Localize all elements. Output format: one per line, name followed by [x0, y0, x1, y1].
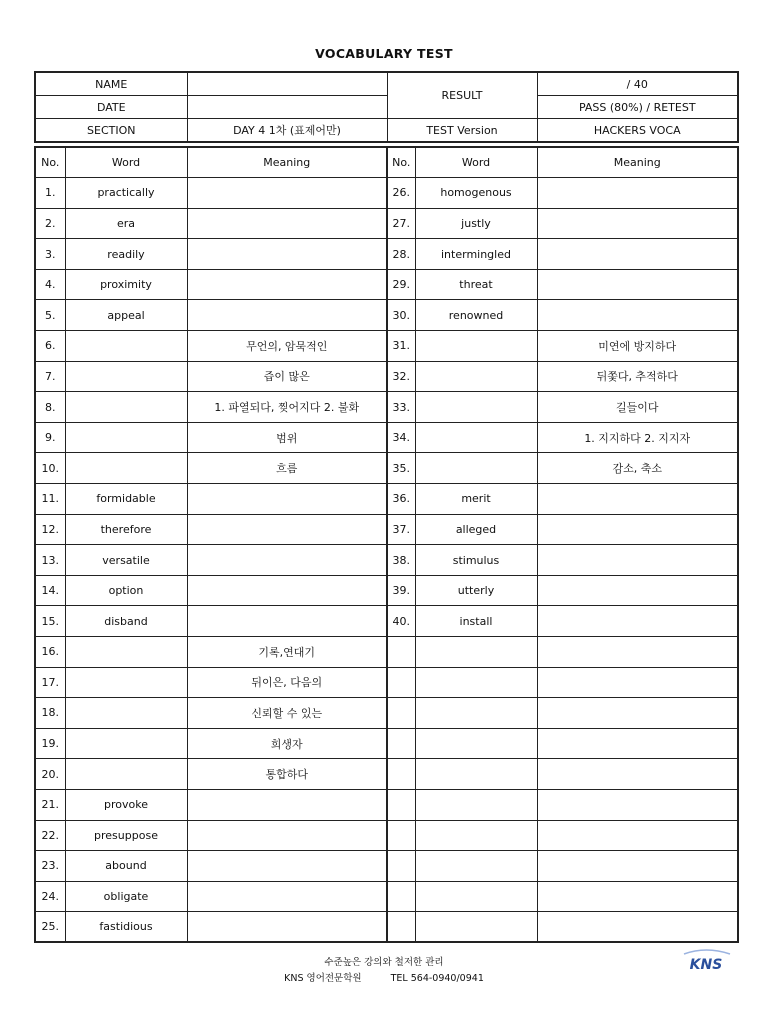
word-cell[interactable] [415, 851, 537, 882]
meaning-cell[interactable] [187, 208, 387, 239]
word-cell[interactable] [65, 667, 187, 698]
word-cell[interactable] [415, 759, 537, 790]
meaning-cell[interactable]: 즙이 많은 [187, 361, 387, 392]
meaning-cell[interactable] [537, 178, 738, 209]
table-row [35, 637, 738, 668]
word-cell[interactable]: intermingled [415, 239, 537, 270]
word-cell[interactable] [415, 789, 537, 820]
word-cell[interactable] [65, 392, 187, 423]
word-cell[interactable]: option [65, 575, 187, 606]
word-number [387, 759, 415, 790]
word-number: 37. [387, 514, 415, 545]
test-title: VOCABULARY TEST [315, 46, 453, 61]
word-number: 6. [35, 331, 65, 362]
column-word: Word [415, 147, 537, 178]
word-number: 38. [387, 545, 415, 576]
word-cell[interactable]: homogenous [415, 178, 537, 209]
meaning-cell[interactable] [187, 484, 387, 515]
word-cell[interactable]: practically [65, 178, 187, 209]
meaning-cell[interactable]: 무언의, 암묵적인 [187, 331, 387, 362]
meaning-cell[interactable] [537, 820, 738, 851]
word-cell[interactable]: merit [415, 484, 537, 515]
word-number: 18. [35, 698, 65, 729]
word-cell[interactable]: provoke [65, 789, 187, 820]
table-row [35, 545, 738, 576]
table-row [35, 392, 738, 423]
word-number [387, 881, 415, 912]
meaning-cell[interactable] [537, 239, 738, 270]
meaning-cell[interactable]: 범위 [187, 422, 387, 453]
meaning-cell[interactable] [537, 637, 738, 668]
date-label: DATE [35, 96, 187, 119]
word-number: 40. [387, 606, 415, 637]
meaning-cell[interactable] [537, 698, 738, 729]
table-row [35, 575, 738, 606]
word-number: 29. [387, 269, 415, 300]
word-number: 34. [387, 422, 415, 453]
meaning-cell[interactable] [187, 789, 387, 820]
word-number: 33. [387, 392, 415, 423]
word-cell[interactable]: proximity [65, 269, 187, 300]
vocabulary-table [34, 146, 739, 943]
word-cell[interactable]: appeal [65, 300, 187, 331]
word-number: 5. [35, 300, 65, 331]
meaning-cell[interactable] [187, 239, 387, 270]
table-row [35, 178, 738, 209]
word-cell[interactable] [415, 331, 537, 362]
meaning-cell[interactable] [537, 269, 738, 300]
column-no: No. [35, 147, 65, 178]
meaning-cell[interactable]: 감소, 축소 [537, 453, 738, 484]
word-number: 19. [35, 728, 65, 759]
word-cell[interactable]: therefore [65, 514, 187, 545]
meaning-cell[interactable] [187, 300, 387, 331]
meaning-cell[interactable] [187, 575, 387, 606]
word-cell[interactable]: alleged [415, 514, 537, 545]
meaning-cell[interactable] [537, 728, 738, 759]
table-row [35, 667, 738, 698]
meaning-cell[interactable] [537, 667, 738, 698]
word-number: 21. [35, 789, 65, 820]
result-label: RESULT [387, 72, 537, 119]
word-number [387, 851, 415, 882]
word-cell[interactable] [415, 912, 537, 943]
word-cell[interactable]: presuppose [65, 820, 187, 851]
word-cell[interactable] [65, 637, 187, 668]
meaning-cell[interactable]: 흐름 [187, 453, 387, 484]
word-number: 2. [35, 208, 65, 239]
word-cell[interactable]: readily [65, 239, 187, 270]
word-number [387, 667, 415, 698]
word-cell[interactable]: stimulus [415, 545, 537, 576]
meaning-cell[interactable] [537, 606, 738, 637]
meaning-cell[interactable]: 희생자 [187, 728, 387, 759]
word-number: 36. [387, 484, 415, 515]
word-cell[interactable]: formidable [65, 484, 187, 515]
word-cell[interactable] [65, 698, 187, 729]
word-number: 17. [35, 667, 65, 698]
word-cell[interactable]: utterly [415, 575, 537, 606]
word-number: 13. [35, 545, 65, 576]
table-row [35, 606, 738, 637]
word-number: 24. [35, 881, 65, 912]
version-label: TEST Version [387, 119, 537, 143]
table-row [35, 514, 738, 545]
word-number [387, 789, 415, 820]
meaning-cell[interactable] [187, 820, 387, 851]
word-cell[interactable]: justly [415, 208, 537, 239]
column-header-row [35, 147, 738, 178]
word-number: 16. [35, 637, 65, 668]
meaning-cell[interactable] [187, 912, 387, 943]
word-number: 39. [387, 575, 415, 606]
table-row [35, 820, 738, 851]
word-number: 7. [35, 361, 65, 392]
word-cell[interactable] [415, 422, 537, 453]
score-field[interactable]: / 40 [537, 72, 738, 96]
table-row [35, 269, 738, 300]
name-field[interactable] [187, 72, 387, 96]
section-label: SECTION [35, 119, 187, 143]
meaning-cell[interactable]: 뒤쫓다, 추적하다 [537, 361, 738, 392]
word-number [387, 728, 415, 759]
meaning-cell[interactable] [537, 575, 738, 606]
meaning-cell[interactable]: 길들이다 [537, 392, 738, 423]
table-row [35, 331, 738, 362]
kns-logo [680, 948, 732, 976]
table-row [35, 851, 738, 882]
word-cell[interactable]: renowned [415, 300, 537, 331]
meaning-cell[interactable] [187, 514, 387, 545]
table-row [35, 361, 738, 392]
table-row [35, 881, 738, 912]
word-cell[interactable]: obligate [65, 881, 187, 912]
column-meaning: Meaning [187, 147, 387, 178]
word-cell[interactable] [415, 820, 537, 851]
word-cell[interactable]: disband [65, 606, 187, 637]
meaning-cell[interactable]: 통합하다 [187, 759, 387, 790]
footer-academy: KNS 영어전문학원 [284, 973, 362, 984]
meaning-cell[interactable]: 신뢰할 수 있는 [187, 698, 387, 729]
word-cell[interactable] [415, 698, 537, 729]
meaning-cell[interactable] [187, 269, 387, 300]
meaning-cell[interactable] [537, 484, 738, 515]
word-cell[interactable] [65, 759, 187, 790]
word-number: 35. [387, 453, 415, 484]
meaning-cell[interactable]: 기록,연대기 [187, 637, 387, 668]
word-number: 1. [35, 178, 65, 209]
word-cell[interactable] [415, 667, 537, 698]
word-number: 32. [387, 361, 415, 392]
word-number: 25. [35, 912, 65, 943]
meaning-cell[interactable] [187, 606, 387, 637]
meaning-cell[interactable] [187, 881, 387, 912]
name-label: NAME [35, 72, 187, 96]
meaning-cell[interactable] [537, 759, 738, 790]
column-word: Word [65, 147, 187, 178]
word-number [387, 820, 415, 851]
word-cell[interactable] [415, 728, 537, 759]
column-no: No. [387, 147, 415, 178]
table-row [35, 300, 738, 331]
word-cell[interactable]: versatile [65, 545, 187, 576]
table-row [35, 789, 738, 820]
table-row [35, 453, 738, 484]
meaning-cell[interactable]: 1. 파열되다, 찢어지다 2. 불화 [187, 392, 387, 423]
word-number: 23. [35, 851, 65, 882]
word-cell[interactable] [65, 422, 187, 453]
footer-slogan: 수준높은 강의와 철저한 관리 [324, 957, 444, 968]
word-number: 26. [387, 178, 415, 209]
table-row [35, 208, 738, 239]
meaning-cell[interactable] [187, 178, 387, 209]
word-number: 28. [387, 239, 415, 270]
column-meaning: Meaning [537, 147, 738, 178]
table-row [35, 422, 738, 453]
word-cell[interactable] [65, 361, 187, 392]
word-number: 27. [387, 208, 415, 239]
footer-tel: TEL 564-0940/0941 [390, 973, 484, 984]
meaning-cell[interactable]: 1. 지지하다 2. 지지자 [537, 422, 738, 453]
footer [0, 955, 768, 987]
word-cell[interactable]: abound [65, 851, 187, 882]
word-cell[interactable] [415, 392, 537, 423]
word-number: 11. [35, 484, 65, 515]
meaning-cell[interactable] [537, 851, 738, 882]
table-row [35, 484, 738, 515]
word-number [387, 912, 415, 943]
table-row [35, 759, 738, 790]
meaning-cell[interactable] [537, 545, 738, 576]
word-cell[interactable]: threat [415, 269, 537, 300]
table-row [35, 239, 738, 270]
word-number: 31. [387, 331, 415, 362]
word-number: 4. [35, 269, 65, 300]
meaning-cell[interactable]: 미연에 방지하다 [537, 331, 738, 362]
table-row [35, 698, 738, 729]
meaning-cell[interactable] [537, 300, 738, 331]
svg-text:KNS: KNS [689, 957, 723, 973]
date-field[interactable] [187, 96, 387, 119]
section-value: DAY 4 1차 (표제어만) [187, 119, 387, 143]
word-cell[interactable] [415, 637, 537, 668]
word-number: 14. [35, 575, 65, 606]
meaning-cell[interactable] [537, 514, 738, 545]
word-number: 30. [387, 300, 415, 331]
word-number: 12. [35, 514, 65, 545]
word-number: 15. [35, 606, 65, 637]
table-row [35, 912, 738, 943]
word-cell[interactable] [65, 453, 187, 484]
meaning-cell[interactable] [187, 545, 387, 576]
header-table [34, 71, 739, 143]
word-number [387, 698, 415, 729]
meaning-cell[interactable] [537, 789, 738, 820]
word-cell[interactable] [415, 453, 537, 484]
meaning-cell[interactable]: 뒤이은, 다음의 [187, 667, 387, 698]
pass-retest: PASS (80%) / RETEST [537, 96, 738, 119]
word-number: 3. [35, 239, 65, 270]
word-number: 8. [35, 392, 65, 423]
table-row [35, 728, 738, 759]
word-cell[interactable] [65, 728, 187, 759]
word-cell[interactable]: era [65, 208, 187, 239]
word-number: 9. [35, 422, 65, 453]
word-number: 20. [35, 759, 65, 790]
word-number: 22. [35, 820, 65, 851]
version-value: HACKERS VOCA [537, 119, 738, 143]
word-cell[interactable]: fastidious [65, 912, 187, 943]
meaning-cell[interactable] [187, 851, 387, 882]
word-cell[interactable] [65, 331, 187, 362]
meaning-cell[interactable] [537, 912, 738, 943]
word-cell[interactable]: install [415, 606, 537, 637]
meaning-cell[interactable] [537, 881, 738, 912]
word-cell[interactable] [415, 361, 537, 392]
meaning-cell[interactable] [537, 208, 738, 239]
word-number: 10. [35, 453, 65, 484]
word-number [387, 637, 415, 668]
word-cell[interactable] [415, 881, 537, 912]
